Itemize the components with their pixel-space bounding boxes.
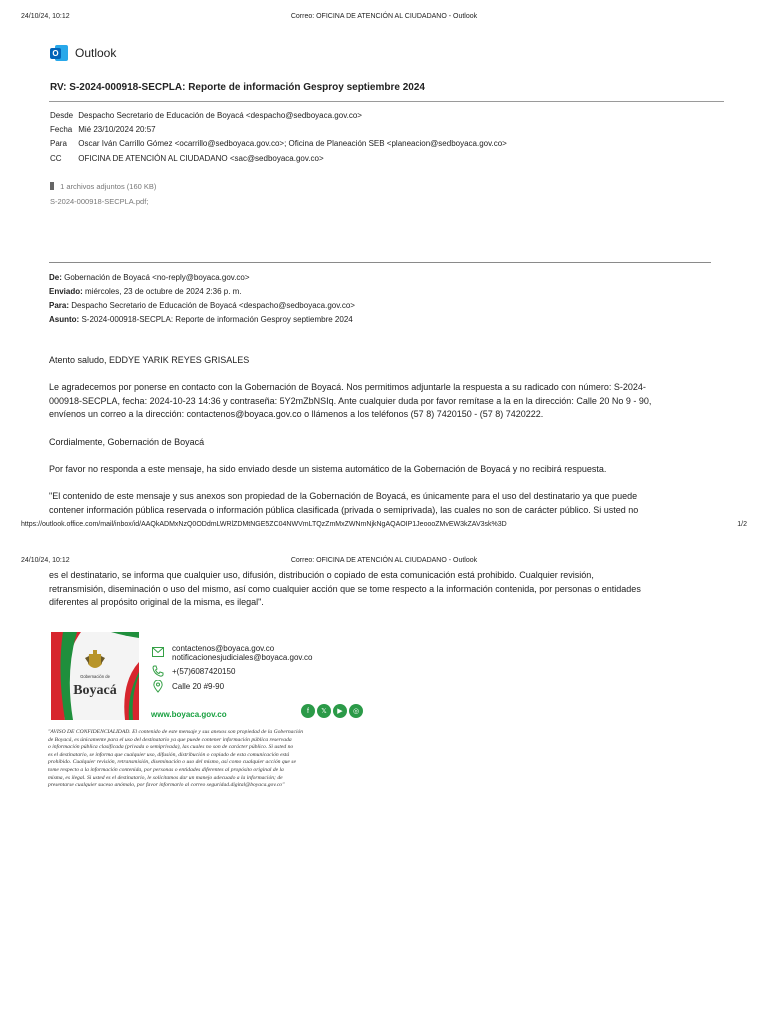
greeting: Atento saludo, EDDYE YARIK REYES GRISALES	[49, 355, 250, 365]
notice-line-7: misma, es ilegal. Si usted es el destinatario, le solicitamos dar un manejo adecuado a la información; de	[48, 774, 283, 781]
notice-line-2: de Boyacá, es únicamente para el uso del destinatario ya que puede contener información pública reservada	[48, 736, 292, 743]
disclaimer-part-1	[49, 490, 725, 517]
phone-icon	[151, 665, 164, 678]
attachment-icon	[50, 182, 54, 190]
print-footer	[21, 521, 747, 533]
to-label: Para	[50, 139, 67, 148]
notice-line-6: tome respecto a la información contenida, por personas o entidades diferentes al propósito original de la	[48, 766, 284, 773]
response-paragraph	[49, 381, 725, 422]
cc-row	[50, 154, 324, 163]
response-line-1: Le agradecemos por ponerse en contacto con la Gobernación de Boyacá. Nos permitimos adjuntarle la respuesta a su radicado con número: S-2024-	[49, 382, 646, 392]
print-date: 24/10/24, 10:12	[21, 13, 70, 20]
social-icons	[301, 704, 365, 718]
print-header-page-2	[21, 557, 747, 569]
contact-address-row	[151, 680, 224, 693]
from-value: Despacho Secretario de Educación de Boyacá <despacho@sedboyaca.gov.co>	[78, 111, 362, 120]
app-name: Outlook	[75, 46, 117, 60]
page-number: 1/2	[737, 521, 747, 528]
instagram-icon[interactable]: ◎	[349, 704, 363, 718]
disclaimer-line-5: diferentes al propósito original de la misma, es ilegal".	[49, 597, 264, 607]
attachment-file[interactable]: S-2024-000918-SECPLA.pdf;	[50, 197, 149, 206]
date-row	[50, 125, 156, 134]
fwd-subject-label: Asunto:	[49, 315, 80, 324]
logo-big-text: Boyacá	[73, 683, 117, 698]
to-value: Oscar Iván Carrillo Gómez <ocarrillo@sedboyaca.gov.co>; Oficina de Planeación SEB <planeacion@sedboyaca.gov.co>	[78, 139, 507, 148]
cc-label: CC	[50, 154, 62, 163]
disclaimer-line-1: "El contenido de este mensaje y sus anexos son propiedad de la Gobernación de Boyacá, es únicamente para el uso del destinatario ya que puede	[49, 491, 638, 501]
disclaimer-line-4: retransmisión, diseminación o uso del mismo, así como cualquier acción que se tome respecto a la información contenida, por personas o entidades	[49, 583, 641, 594]
phone-number[interactable]: +(57)6087420150	[172, 667, 236, 676]
notice-line-8: presentarse cualquier suceso anómalo, por favor informarlo al correo seguridad.digital@boyaca.gov.co"	[48, 782, 285, 789]
x-icon[interactable]: 𝕏	[317, 704, 331, 718]
outlook-logo-icon: O	[50, 44, 68, 62]
location-pin-icon	[151, 680, 164, 693]
attachments-count: 1 archivos adjuntos (160 KB)	[60, 182, 157, 191]
from-label: Desde	[50, 111, 74, 120]
fwd-from-value: Gobernación de Boyacá <no-reply@boyaca.gov.co>	[64, 273, 250, 282]
print-url: https://outlook.office.com/mail/inbox/id/AAQkADMxNzQ0ODdmLWRlZDMtNGE5ZC04NWVmLTQzZmMxZWNmNjkNgAQAOIP1JeoooZMvEW3kZAV3sk%3D	[21, 521, 507, 528]
print-title: Correo: OFICINA DE ATENCIÓN AL CIUDADANO - Outlook	[290, 13, 478, 20]
mail-icon	[151, 647, 164, 660]
disclaimer-part-2	[49, 569, 725, 610]
notice-line-1: "AVISO DE CONFIDENCIALIDAD. El contenido de este mensaje y sus anexos son propiedad de la Gobernación	[48, 729, 304, 735]
notice-line-5: prohibido. Cualquier revisión, retransmisión, diseminación o uso del mismo, así como cualquier acción que se	[48, 759, 296, 766]
email-subject: RV: S-2024-000918-SECPLA: Reporte de información Gesproy septiembre 2024	[50, 82, 425, 93]
contact-email-row	[151, 644, 313, 662]
fwd-from-label: De:	[49, 273, 62, 282]
fwd-subject-row	[49, 315, 353, 324]
website-link[interactable]: www.boyaca.gov.co	[151, 710, 227, 719]
to-row	[50, 139, 507, 148]
notice-line-4: es el destinatario, se informa que cualquier uso, difusión, distribución o copiado de esta comunicación está	[48, 751, 290, 758]
date-label: Fecha	[50, 125, 73, 134]
logo-small-text: Gobernación de	[80, 674, 110, 679]
response-line-2: 000918-SECPLA, fecha: 2024-10-23 14:36 y contraseña: 5Y2mZbNSIq. Ante cualquier duda por favor remítase a la en la dirección: Calle 20 No 9 - 90,	[49, 395, 652, 406]
notice-line-3: o información pública clasificada (privada o semiprivada), las cuales no son de carácter público. Si usted no	[48, 744, 294, 751]
print-header	[21, 13, 747, 25]
from-row	[50, 111, 362, 120]
outlook-brand	[50, 43, 116, 63]
disclaimer-line-3: es el destinatario, se informa que cualquier uso, difusión, distribución o copiado de esta comunicación está prohibido. Cualquier revisión,	[49, 570, 594, 580]
contact-phone-row	[151, 665, 235, 678]
fwd-sent-label: Enviado:	[49, 287, 83, 296]
print-title-2: Correo: OFICINA DE ATENCIÓN AL CIUDADANO - Outlook	[290, 557, 478, 564]
address: Calle 20 #9-90	[172, 682, 225, 691]
print-date-2: 24/10/24, 10:12	[21, 557, 70, 564]
cc-value: OFICINA DE ATENCIÓN AL CIUDADANO <sac@sedboyaca.gov.co>	[78, 154, 324, 163]
fwd-to-label: Para:	[49, 301, 70, 310]
youtube-icon[interactable]: ▶	[333, 704, 347, 718]
confidentiality-notice	[48, 729, 378, 790]
email-contactenos[interactable]: contactenos@boyaca.gov.co	[172, 644, 275, 653]
closing: Cordialmente, Gobernación de Boyacá	[49, 437, 205, 447]
date-value: Mié 23/10/2024 20:57	[78, 125, 156, 134]
fwd-to-value: Despacho Secretario de Educación de Boyacá <despacho@sedboyaca.gov.co>	[71, 301, 355, 310]
email-notificaciones[interactable]: notificacionesjudiciales@boyaca.gov.co	[172, 653, 313, 662]
disclaimer-line-2: contener información pública reservada o información pública clasificada (privada o semiprivada), las cuales no son de carácter público. Si usted no	[49, 504, 639, 515]
facebook-icon[interactable]: f	[301, 704, 315, 718]
boyaca-logo	[51, 632, 139, 720]
attachments-summary	[50, 182, 156, 191]
noreply-notice: Por favor no responda a este mensaje, ha sido enviado desde un sistema automático de la Gobernación de Boyacá y no recibirá respuesta.	[49, 464, 607, 474]
fwd-sent-row	[49, 287, 242, 296]
fwd-from-row	[49, 273, 250, 282]
fwd-sent-value: miércoles, 23 de octubre de 2024 2:36 p. m.	[85, 287, 242, 296]
fwd-to-row	[49, 301, 355, 310]
forward-divider	[49, 262, 711, 263]
response-line-3: envíenos un correo a la dirección: contactenos@boyaca.gov.co o llámenos a los teléfonos (57 8) 7420150 - (57 8) 7420222.	[49, 409, 544, 419]
subject-divider	[49, 101, 724, 102]
fwd-subject-value: S-2024-000918-SECPLA: Reporte de información Gesproy septiembre 2024	[81, 315, 353, 324]
